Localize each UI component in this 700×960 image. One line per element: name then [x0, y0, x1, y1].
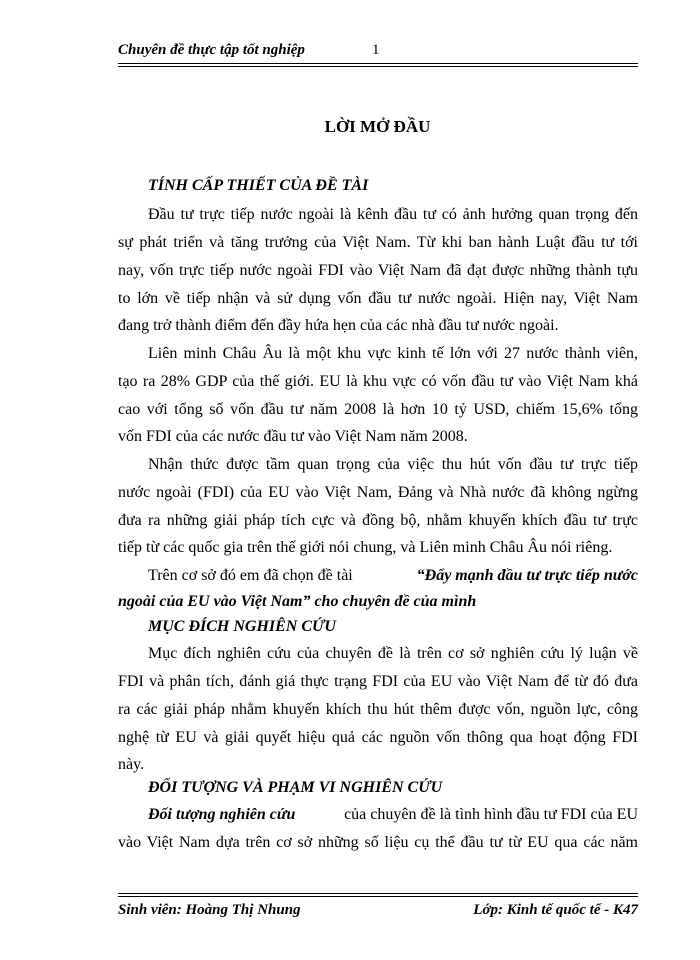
paragraph-line: to lớn về tiếp nhận và sử dụng vốn đầu tư nước ngoài. Hiện nay, Việt Nam	[118, 290, 638, 307]
paragraph-line: này.	[118, 756, 145, 773]
paragraph-line-topic	[148, 566, 638, 586]
paragraph-line: nay, vốn trực tiếp nước ngoài FDI vào Việt Nam đã đạt được những thành tựu	[118, 262, 638, 279]
paragraph-line: đang trở thành điểm đến đầy hứa hẹn của các nhà đầu tư nước ngoài.	[118, 317, 559, 334]
paragraph-line: tiếp từ các quốc gia trên thế giới nói chung, và Liên minh Châu Âu nói riêng.	[118, 539, 613, 556]
paragraph-line: đưa ra những giải pháp tích cực và đồng bộ, nhằm khuyến khích đầu tư trực	[118, 512, 638, 529]
topic-title-part-1: “Đẩy mạnh đầu tư trực tiếp nước	[416, 567, 638, 584]
page-header	[118, 42, 638, 62]
paragraph-line: Liên minh Châu Âu là một khu vực kinh tế lớn với 27 nước thành viên,	[148, 345, 638, 362]
section-heading-urgency: TÍNH CẤP THIẾT CỦA ĐỀ TÀI	[148, 177, 369, 194]
section-heading-scope: ĐỐI TƯỢNG VÀ PHẠM VI NGHIÊN CỨU	[148, 779, 443, 796]
topic-intro-text: Trên cơ sở đó em đã chọn đề tài	[148, 567, 353, 584]
paragraph-line: nghệ từ EU và giải quyết hiệu quả các nguồn vốn thông qua hoạt động FDI	[118, 729, 638, 746]
header-rule-double	[118, 66, 638, 67]
footer-student: Sinh viên: Hoàng Thị Nhung	[118, 902, 301, 918]
footer-rule	[118, 893, 638, 894]
footer-class: Lớp: Kinh tế quốc tế - K47	[473, 902, 638, 918]
paragraph-line: Mục đích nghiên cứu của chuyên đề là trên cơ sở nghiên cứu lý luận về	[148, 645, 638, 662]
paragraph-line: vốn FDI của các nước đầu tư vào Việt Nam năm 2008.	[118, 428, 468, 445]
paragraph-line: Nhận thức được tầm quan trọng của việc thu hút vốn đầu tư trực tiếp	[148, 456, 638, 473]
scope-text: của chuyên đề là tình hình đầu tư FDI của EU	[344, 806, 638, 823]
paragraph-line: tạo ra 28% GDP của thế giới. EU là khu vực có vốn đầu tư vào Việt Nam khá	[118, 373, 638, 390]
paragraph-line: FDI và phân tích, đánh giá thực trạng FDI của EU vào Việt Nam để từ đó đưa	[118, 673, 638, 690]
paragraph-line: ra các giải pháp nhằm khuyến khích thu hút thêm được vốn, nguồn lực, công	[118, 701, 638, 718]
header-title: Chuyên đề thực tập tốt nghiệp	[118, 42, 305, 58]
page-number: 1	[372, 42, 380, 58]
document-title: LỜI MỞ ĐẦU	[324, 117, 431, 136]
footer-rule-double	[118, 896, 638, 897]
paragraph-line: Đầu tư trực tiếp nước ngoài là kênh đầu tư có ảnh hưởng quan trọng đến	[148, 206, 638, 223]
paragraph-line-scope	[148, 805, 638, 825]
paragraph-line: nước ngoài (FDI) của EU vào Việt Nam, Đảng và Nhà nước đã không ngừng	[118, 484, 638, 501]
paragraph-line: cao với tổng số vốn đầu tư năm 2008 là hơn 10 tỷ USD, chiếm 15,6% tổng	[118, 401, 638, 418]
scope-term: Đối tượng nghiên cứu	[148, 806, 296, 823]
section-heading-purpose: MỤC ĐÍCH NGHIÊN CỨU	[148, 618, 336, 635]
paragraph-line: vào Việt Nam dựa trên cơ sở những số liệu cụ thể đầu tư từ EU qua các năm	[118, 834, 638, 851]
header-rule	[118, 63, 638, 64]
topic-title-part-2: ngoài của EU vào Việt Nam” cho chuyên đề của mình	[118, 593, 477, 610]
paragraph-line: sự phát triển và tăng trưởng của Việt Nam. Từ khi ban hành Luật đầu tư tới	[118, 234, 638, 251]
